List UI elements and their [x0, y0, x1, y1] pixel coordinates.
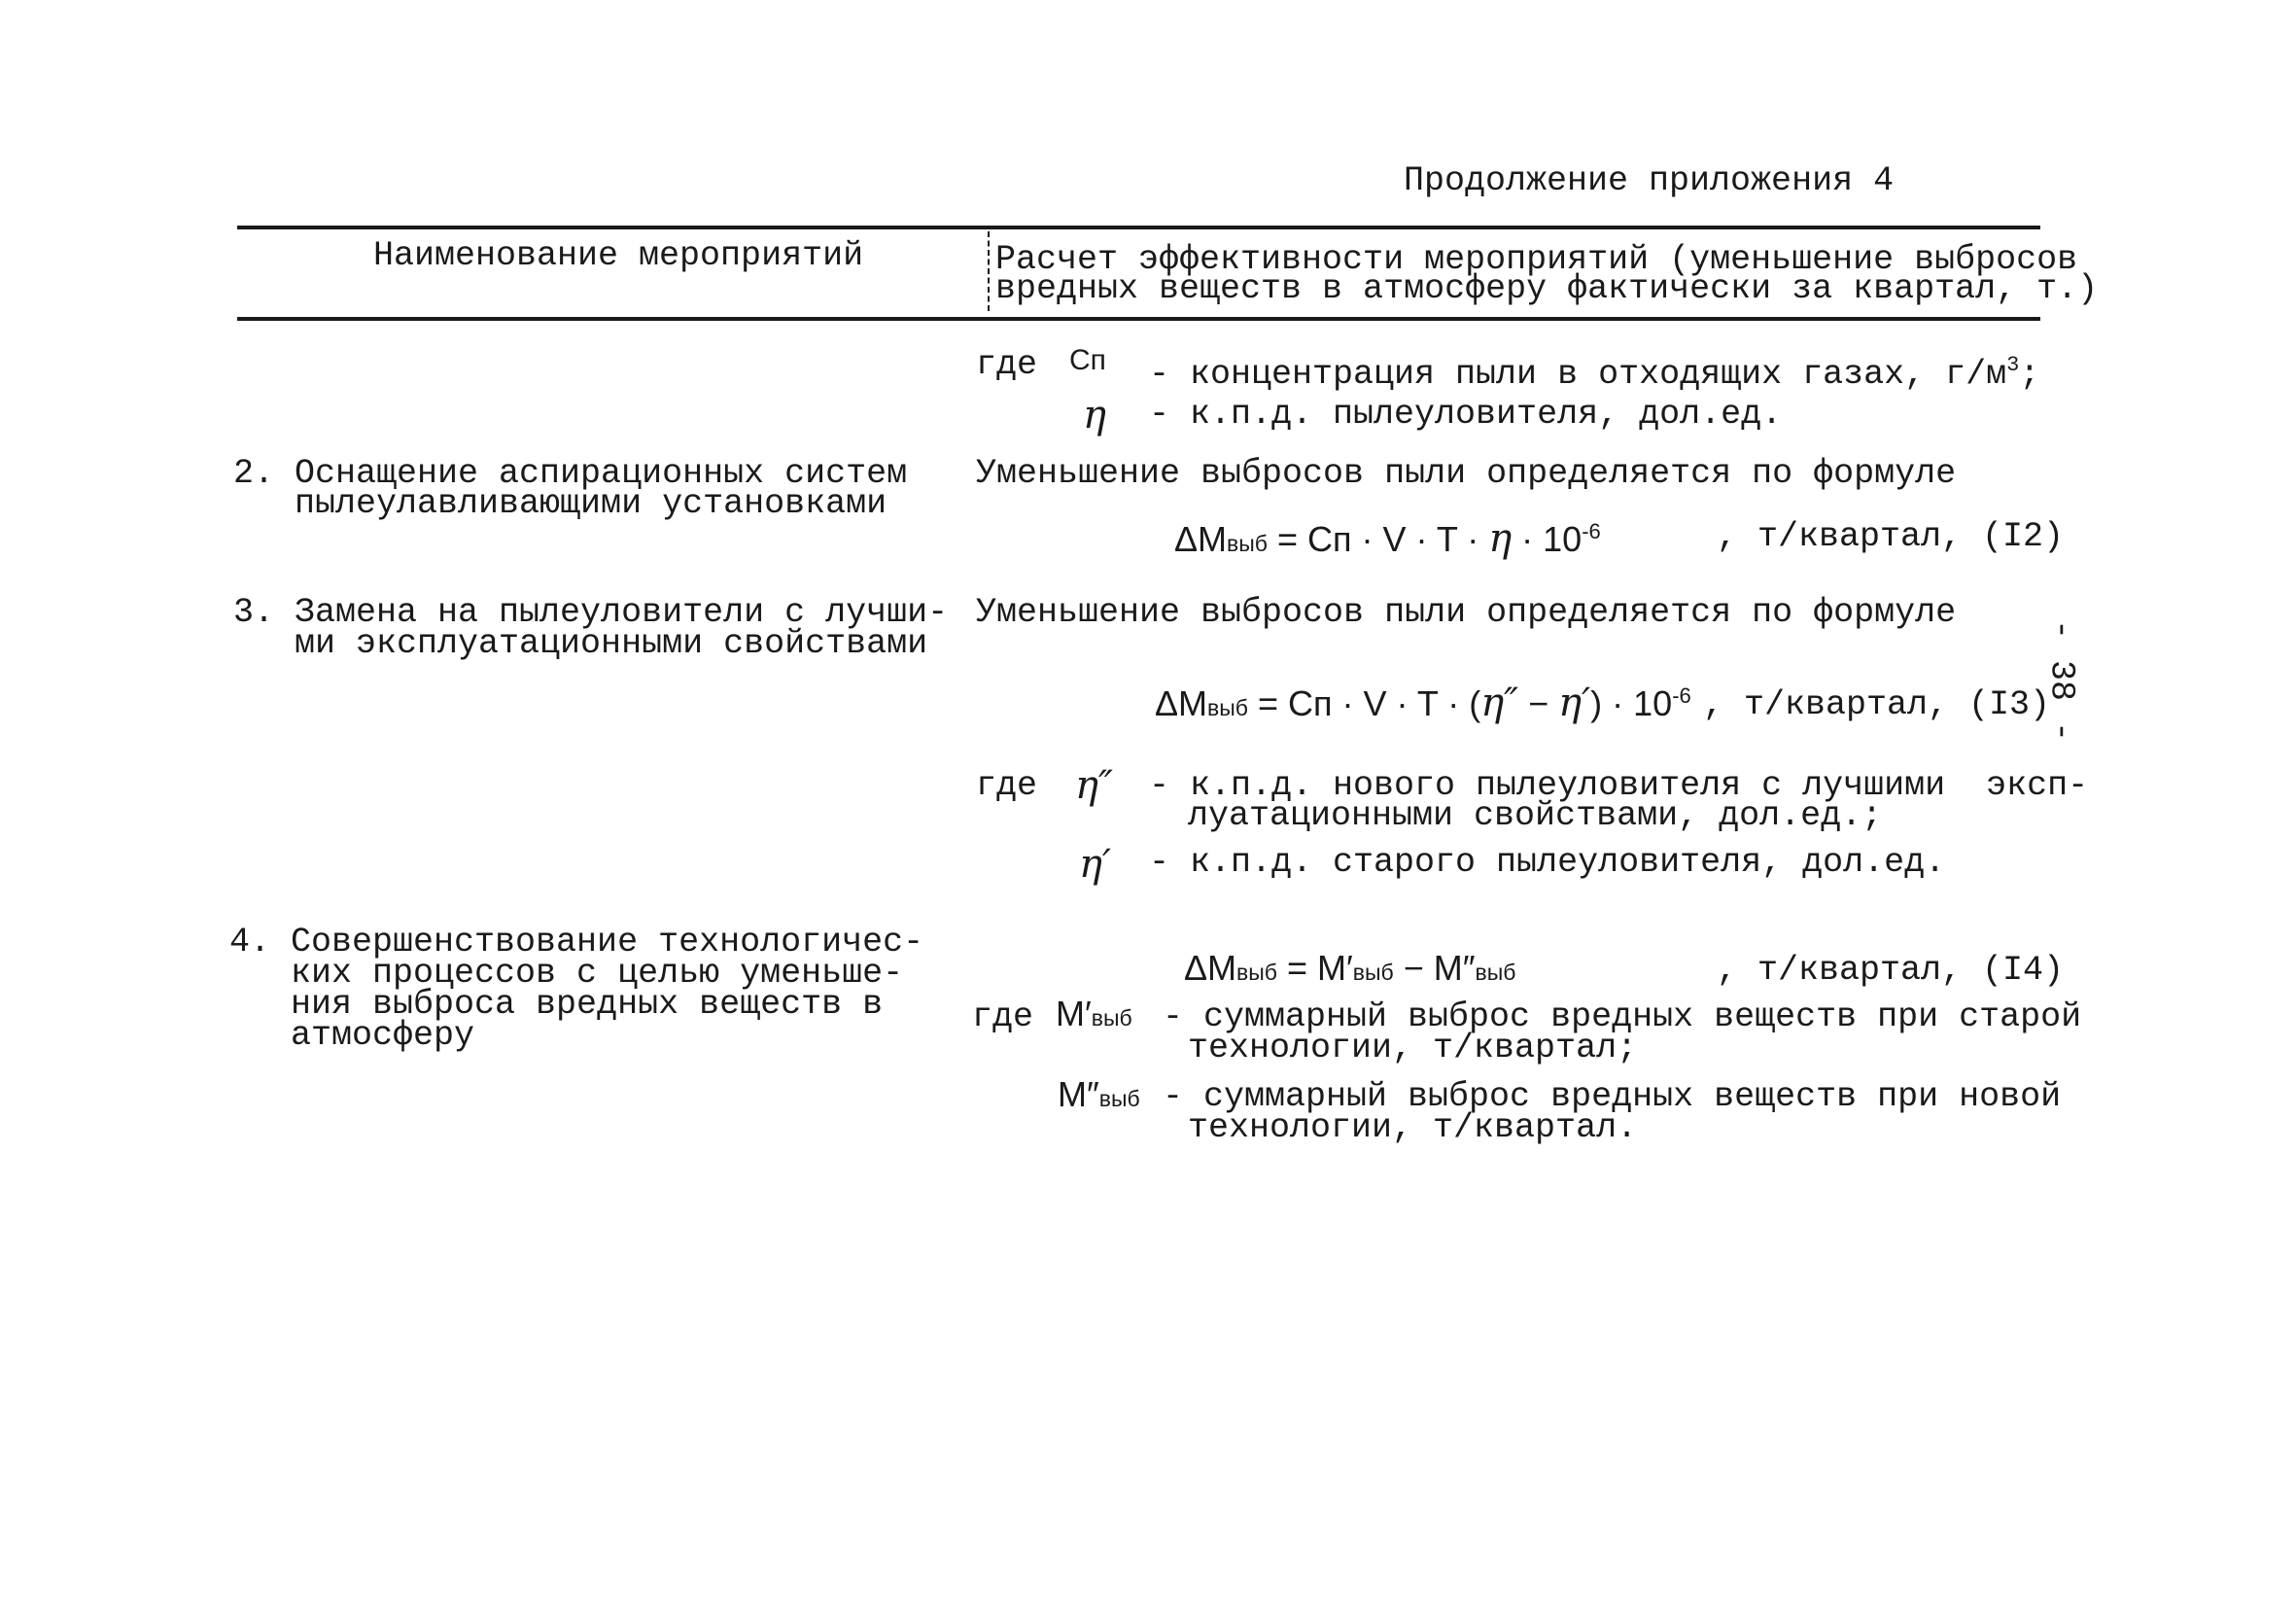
formula-12-body: · V · T ·	[1351, 519, 1489, 559]
formula-14	[1184, 948, 1515, 989]
symbol-m-new-m: M″	[1058, 1074, 1099, 1114]
table-top-rule	[237, 226, 2040, 229]
symbol-cn: Cп	[1069, 344, 1106, 376]
where-label-4: где	[972, 997, 1034, 1036]
definition-m-new-line2: технологии, т/квартал.	[1188, 1108, 1638, 1147]
measure-2-line2: пылеулавливающими установками	[233, 484, 887, 523]
measure-4-line3: ния выброса вредных веществ в	[229, 985, 884, 1024]
formula-13-units: , т/квартал, (I3)	[1703, 685, 2051, 724]
formula-13-eq: =	[1247, 683, 1289, 723]
definition-cn-end: ;	[2019, 355, 2040, 394]
symbol-eta: η	[1083, 393, 1106, 437]
symbol-eta-new: η″	[1075, 763, 1113, 808]
formula-14-delta: Δ	[1184, 948, 1208, 988]
where-label-3: где	[976, 766, 1038, 805]
formula-14-minus: −	[1393, 948, 1434, 988]
formula-13-intro: Уменьшение выбросов пыли определяется по формуле	[976, 593, 1957, 632]
formula-14-m: M	[1207, 948, 1237, 988]
continuation-caption: Продолжение приложения 4	[1404, 161, 1895, 200]
formula-12-m: M	[1198, 519, 1228, 559]
formula-14-m2: M″	[1433, 948, 1476, 988]
formula-13-minus: −	[1518, 683, 1559, 723]
formula-14-m-sub: выб	[1236, 960, 1277, 985]
formula-14-m1: M′	[1317, 948, 1353, 988]
symbol-m-old	[1056, 994, 1132, 1034]
definition-m-old-line2: технологии, т/квартал;	[1188, 1029, 1638, 1067]
where-label: где	[976, 345, 1038, 384]
formula-13-cn: Cп	[1288, 683, 1333, 723]
definition-cn-power: 3	[2006, 353, 2020, 377]
formula-13-eta-new: η″	[1480, 681, 1519, 725]
formula-12-units: , т/квартал, (I2)	[1717, 517, 2065, 556]
formula-12-delta: Δ	[1174, 519, 1199, 559]
definition-cn-text: - концентрация пыли в отходящих газах, г/м	[1149, 355, 2007, 394]
formula-12	[1174, 516, 1601, 561]
column-header-calculation-line1: Расчет эффективности мероприятий (уменьшение выбросов	[995, 240, 2078, 279]
definition-cn	[1149, 349, 2040, 394]
measure-4-line2: ких процессов с целью уменьше-	[229, 954, 904, 993]
formula-13-exp: -6	[1672, 683, 1691, 708]
measure-4-line1: 4. Совершенствование технологичес-	[229, 923, 924, 961]
symbol-m-new	[1058, 1074, 1140, 1115]
formula-13-close: ) · 10	[1590, 683, 1673, 723]
formula-14-units: , т/квартал, (I4)	[1717, 951, 2065, 990]
symbol-m-old-sub: выб	[1091, 1005, 1132, 1031]
formula-14-m2-sub: выб	[1475, 960, 1516, 985]
formula-12-exp: -6	[1582, 519, 1601, 543]
definition-eta: - к.п.д. пылеуловителя, дол.ед.	[1149, 395, 1783, 434]
formula-12-cn: Cп	[1307, 519, 1352, 559]
formula-13-m: M	[1178, 683, 1208, 723]
formula-13-body: · V · T · (	[1332, 683, 1481, 723]
formula-13	[1155, 681, 1691, 725]
formula-12-ten: · 10	[1512, 519, 1583, 559]
measure-3-line2: ми эксплуатационными свойствами	[233, 624, 928, 663]
definition-eta-new-line1: - к.п.д. нового пылеуловителя с лучшими эксп-	[1149, 766, 2089, 805]
formula-12-m-sub: выб	[1227, 531, 1268, 556]
column-header-measures: Наименование мероприятий	[373, 236, 864, 275]
formula-12-intro: Уменьшение выбросов пыли определяется по формуле	[976, 454, 1957, 493]
measure-2-line1: 2. Оснащение аспирационных систем	[233, 454, 908, 493]
measure-3-line1: 3. Замена на пылеуловители с лучши-	[233, 593, 949, 632]
formula-13-delta: Δ	[1155, 683, 1179, 723]
formula-12-eta: η	[1488, 516, 1513, 561]
definition-eta-old: - к.п.д. старого пылеуловителя, дол.ед.	[1149, 843, 1946, 882]
definition-eta-new-line2: луатационными свойствами, дол.ед.;	[1188, 796, 1883, 835]
formula-13-m-sub: выб	[1207, 695, 1248, 720]
column-divider-mark	[988, 231, 990, 311]
symbol-m-old-m: M′	[1056, 994, 1092, 1033]
measure-4-line4: атмосферу	[229, 1016, 475, 1055]
formula-13-eta-old: η′	[1558, 681, 1591, 725]
formula-14-eq: =	[1276, 948, 1318, 988]
column-header-calculation-line2: вредных веществ в атмосферу фактически за квартал, т.)	[995, 269, 2099, 308]
symbol-m-new-sub: выб	[1098, 1086, 1140, 1111]
formula-14-m1-sub: выб	[1352, 960, 1394, 985]
symbol-eta-old: η′	[1079, 842, 1112, 887]
definition-m-old-line1: - суммарный выброс вредных веществ при старой	[1163, 997, 2082, 1036]
formula-12-eq: =	[1267, 519, 1308, 559]
table-header-rule	[237, 317, 2040, 321]
definition-m-new-line1: - суммарный выброс вредных веществ при новой	[1163, 1077, 2062, 1116]
page-number: - 38 -	[2041, 618, 2081, 743]
